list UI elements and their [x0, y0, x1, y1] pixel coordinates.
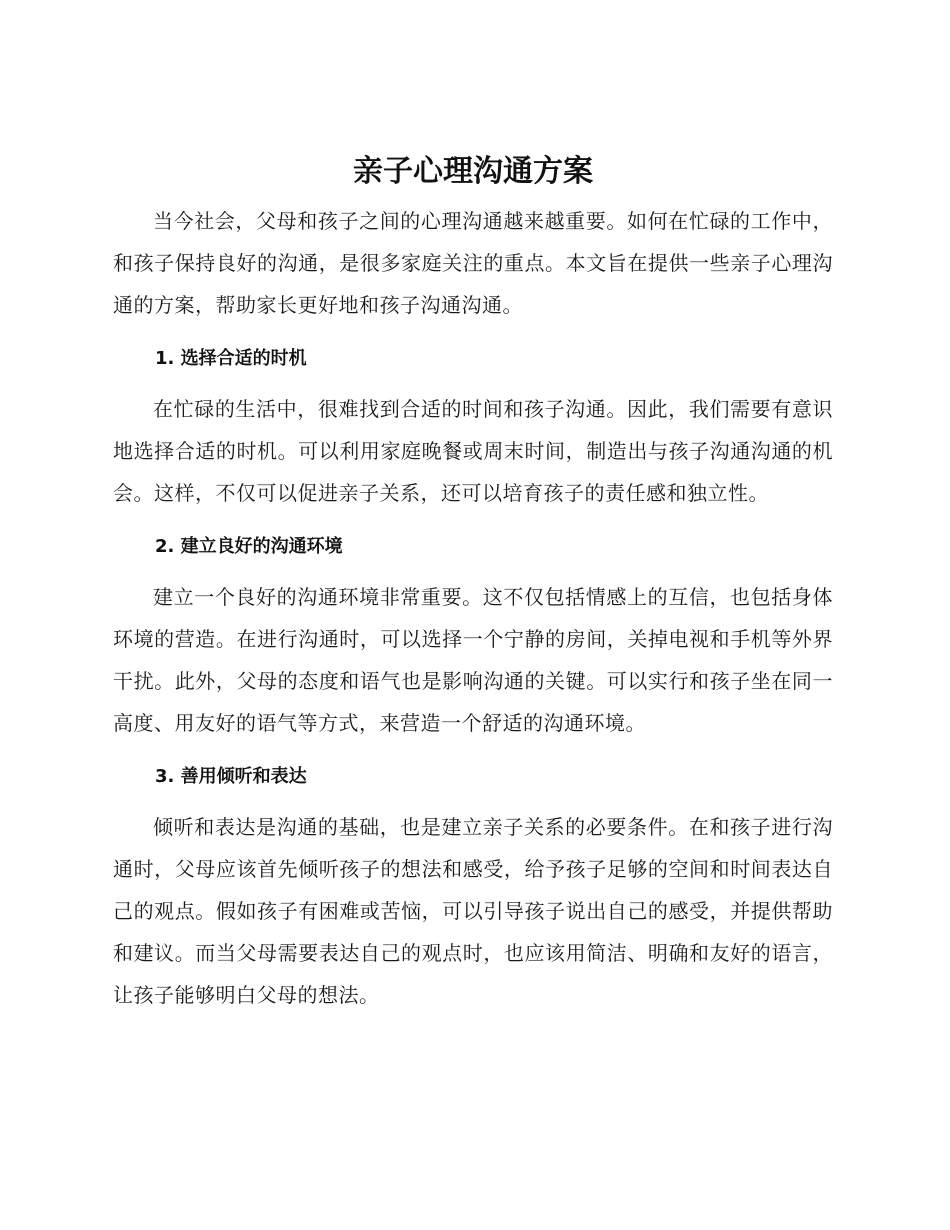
section-paragraph: 倾听和表达是沟通的基础，也是建立亲子关系的必要条件。在和孩子进行沟通时，父母应该首先倾听孩子的想法和感受，给予孩子足够的空间和时间表达自己的观点。假如孩子有困难或苦恼，可以引导孩子说出自己的感受，并提供帮助和建议。而当父母需要表达自己的观点时，也应该用简洁、明确和友好的语言，让孩子能够明白父母的想法。	[113, 815, 833, 1007]
section-heading: 2. 建立良好的沟通环境	[155, 536, 343, 557]
section-heading: 1. 选择合适的时机	[155, 348, 307, 369]
document-page	[113, 148, 833, 1016]
intro-paragraph: 当今社会，父母和孩子之间的心理沟通越来越重要。如何在忙碌的工作中，和孩子保持良好的沟通，是很多家庭关注的重点。本文旨在提供一些亲子心理沟通的方案，帮助家长更好地和孩子沟通沟通。	[113, 209, 833, 317]
section-3	[113, 762, 833, 1016]
section-paragraph: 建立一个良好的沟通环境非常重要。这不仅包括情感上的互信，也包括身体环境的营造。在进行沟通时，可以选择一个宁静的房间，关掉电视和手机等外界干扰。此外，父母的态度和语气也是影响沟通的关键。可以实行和孩子坐在同一高度、用友好的语气等方式，来营造一个舒适的沟通环境。	[113, 585, 833, 735]
document-title: 亲子心理沟通方案	[353, 154, 593, 189]
section-1	[113, 344, 833, 514]
section-paragraph: 在忙碌的生活中，很难找到合适的时间和孩子沟通。因此，我们需要有意识地选择合适的时机。可以利用家庭晚餐或周末时间，制造出与孩子沟通沟通的机会。这样，不仅可以促进亲子关系，还可以培育孩子的责任感和独立性。	[113, 397, 833, 505]
section-2	[113, 532, 833, 744]
section-heading: 3. 善用倾听和表达	[155, 766, 307, 787]
